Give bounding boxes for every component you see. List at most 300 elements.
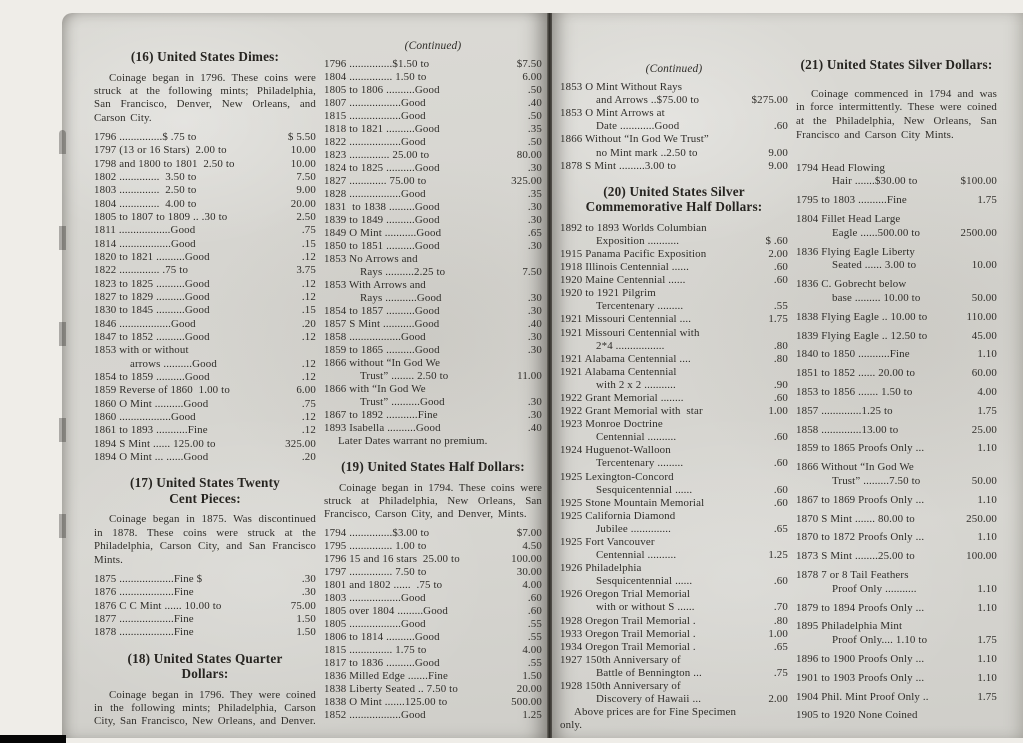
price-row-value: 9.00 [768, 159, 788, 172]
dimes-continued-price-list [324, 58, 542, 435]
price-row-value: .30 [527, 331, 542, 343]
price-row [94, 613, 316, 626]
price-row-value: 1.50 [296, 626, 316, 639]
price-row-label: 1853 O Mint Arrows at [560, 107, 665, 120]
price-row-value: .35 [527, 123, 542, 135]
price-row-label: 1805 to 1806 ..........Good [324, 84, 440, 96]
section-19-half-dollars-heading [328, 459, 538, 475]
price-row [560, 353, 788, 366]
price-row [94, 331, 316, 344]
section-16-dimes-heading [98, 49, 312, 65]
price-row [94, 184, 316, 197]
price-row [560, 300, 788, 313]
price-row [324, 110, 542, 123]
price-row-label: 1921 Alabama Centennial [560, 365, 677, 378]
price-row [94, 438, 316, 451]
price-row-value: .40 [527, 318, 542, 330]
price-row-label: 1860 O Mint ..........Good [94, 397, 209, 410]
price-row-label: 1934 Oregon Trail Memorial . [560, 640, 696, 653]
price-row-value: 10.00 [290, 157, 316, 170]
price-row-value: .75 [301, 224, 316, 237]
commemorative-fine-specimen-note [560, 706, 788, 732]
note-line: Later Dates warrant no premium. [338, 435, 488, 447]
price-row [560, 235, 788, 248]
price-row-value: .30 [527, 344, 542, 356]
price-row-value: .12 [301, 357, 316, 370]
price-row-label: 1836 C. Gobrecht below [796, 278, 907, 291]
price-row-value: 4.50 [522, 539, 542, 552]
price-row-label: 1814 ..................Good [94, 237, 196, 250]
price-row-label: 1847 to 1852 ..........Good [94, 331, 210, 344]
price-row-value: .12 [301, 371, 316, 384]
price-row-value: 500.00 [511, 695, 542, 708]
price-row-label: 1804 ............... 1.50 to [324, 71, 427, 83]
scanner-corner-mark [0, 735, 66, 743]
price-row-label: 1870 to 1872 Proofs Only ... [796, 531, 925, 544]
dimes-price-list [94, 131, 316, 465]
price-row-value: .12 [301, 331, 316, 344]
price-row [324, 644, 542, 657]
price-row [94, 264, 316, 277]
price-row [560, 261, 788, 274]
price-row [560, 536, 788, 549]
price-row-value: 110.00 [966, 310, 997, 323]
price-row-label: 1920 to 1921 Pilgrim [560, 287, 656, 300]
price-row-label: 1853 With Arrows and [324, 279, 426, 291]
price-row-label: 1870 S Mint ....... 80.00 to [796, 512, 915, 525]
price-row-label: Trust” .........7.50 to [832, 475, 921, 488]
price-row [560, 457, 788, 470]
price-row-label: 1838 O Mint .......125.00 to [324, 695, 448, 708]
price-row [324, 540, 542, 553]
price-row-label: 1818 to 1821 ..........Good [324, 123, 440, 135]
section-19-intro: Coinage began in 1794. These coins were struck at Philadelphia, New Orleans, San Francisco, Carson City, and Denver, Mints. [324, 481, 542, 520]
price-row-value: .55 [527, 630, 542, 643]
price-row-label: no Mint mark ..2.50 to [596, 146, 698, 159]
price-row-label: Hair .......$30.00 to [832, 175, 918, 188]
price-row [796, 367, 997, 381]
price-row-label: 1860 ..................Good [94, 411, 196, 424]
price-row [796, 691, 997, 705]
price-row [324, 318, 542, 331]
price-row [796, 602, 997, 616]
price-row-value: .12 [301, 424, 316, 437]
price-row-label: Exposition ........... [596, 234, 680, 247]
price-row [324, 266, 542, 279]
heading-line: (21) United States Silver Dollars: [800, 57, 993, 72]
price-row [796, 475, 997, 489]
price-row [324, 240, 542, 253]
price-row [560, 562, 788, 575]
price-row-value: .50 [527, 136, 542, 148]
price-row [324, 605, 542, 618]
price-row-label: 2*4 ................. [596, 339, 665, 352]
half-dollars-price-list [324, 527, 542, 722]
price-row-value: .15 [301, 237, 316, 250]
price-row-label: 1836 Flying Eagle Liberty [796, 245, 915, 258]
price-row-label: 1921 Missouri Centennial with [560, 326, 700, 339]
section-21-silver-dollars-heading [800, 57, 993, 73]
price-row [324, 305, 542, 318]
price-row-value: 6.00 [296, 384, 316, 397]
price-row-label: 1927 150th Anniversary of [560, 653, 681, 666]
price-row-label: Centennial .......... [596, 431, 677, 444]
price-row [560, 81, 788, 94]
section-17-intro: Coinage began in 1875. Was discontinued in 1878. These coins were struck at the Philadelphia, Carson City, and San Francisco Mints. [94, 513, 316, 566]
price-row-value: .80 [773, 614, 788, 627]
price-row-label: Trust” ..........Good [360, 396, 445, 408]
price-row-value: 250.00 [966, 512, 997, 525]
price-row [796, 330, 997, 344]
price-row-value: .60 [773, 496, 788, 509]
price-row [94, 384, 316, 397]
price-row-value: 10.00 [290, 144, 316, 157]
price-row-value: .60 [527, 591, 542, 604]
price-row [796, 424, 997, 438]
price-row-label: 1926 Philadelphia [560, 562, 642, 575]
price-row-label: 1875 ...................Fine $ [94, 572, 203, 585]
price-row-label: 1853 with or without [94, 344, 189, 357]
price-row [324, 657, 542, 670]
price-row-value: 25.00 [971, 423, 997, 436]
price-row-label: 1852 ..................Good [324, 708, 426, 721]
price-row-value: .30 [527, 305, 542, 317]
price-row [324, 214, 542, 227]
price-row [560, 248, 788, 261]
price-row-value: .60 [773, 431, 788, 444]
price-row-value: 1.10 [977, 493, 997, 506]
price-row-label: 1796 15 and 16 stars 25.00 to [324, 552, 460, 565]
price-row-value: 2.00 [768, 247, 788, 260]
price-row-value: .30 [527, 162, 542, 174]
price-row-value: .12 [301, 291, 316, 303]
price-row-label: arrows ..........Good [130, 357, 217, 370]
price-row-label: and Arrows ..$75.00 to [596, 94, 700, 107]
price-row-label: 1794 Head Flowing [796, 161, 886, 174]
price-row-value: 100.00 [966, 550, 997, 563]
price-row-label: base ......... 10.00 to [832, 292, 921, 305]
heading-line: (17) United States Twenty [130, 475, 280, 491]
price-row-label: 1876 C C Mint ...... 10.00 to [94, 599, 222, 612]
price-row-value: $ .60 [765, 234, 788, 247]
price-row [560, 327, 788, 340]
price-row-label: 1851 to 1852 ...... 20.00 to [796, 367, 916, 380]
price-row [796, 531, 997, 545]
price-row-label: Rays ...........Good [360, 292, 442, 304]
price-row [560, 628, 788, 641]
price-row-value: .60 [773, 391, 788, 404]
price-row-value: .30 [527, 409, 542, 421]
price-row [796, 386, 997, 400]
price-row-value: 1.00 [768, 627, 788, 640]
price-row-label: 1928 Oregon Trail Memorial . [560, 614, 696, 627]
price-row-label: Jubilee .............. [596, 522, 671, 535]
price-row-label: 1805 over 1804 .........Good [324, 604, 448, 617]
price-row-label: 1823 .............. 25.00 to [324, 149, 430, 161]
price-row-value: .50 [527, 84, 542, 96]
price-row-label: 1928 150th Anniversary of [560, 680, 681, 693]
price-row-value: .50 [527, 110, 542, 122]
price-row [324, 618, 542, 631]
price-row [324, 527, 542, 540]
price-row-value: .60 [773, 575, 788, 588]
price-row-label: 1877 ...................Fine [94, 612, 194, 625]
price-row [560, 601, 788, 614]
price-row [560, 313, 788, 326]
price-row-label: 1915 Panama Pacific Exposition [560, 247, 707, 260]
price-row-label: with 2 x 2 ........... [596, 378, 676, 391]
price-row [324, 396, 542, 409]
price-row-value: 11.00 [517, 370, 542, 382]
price-row [560, 274, 788, 287]
price-row-value: .90 [773, 378, 788, 391]
price-row [324, 709, 542, 722]
price-row [324, 383, 542, 396]
price-row [796, 246, 997, 260]
price-row-label: 1822 ..................Good [324, 136, 426, 148]
price-row-label: 1878 S Mint .........3.00 to [560, 159, 677, 172]
price-row-value: .80 [773, 352, 788, 365]
price-row-label: 1873 S Mint ........25.00 to [796, 550, 915, 563]
price-row-label: 1918 Illinois Centennial ...... [560, 261, 689, 274]
price-row-value: 1.10 [977, 671, 997, 684]
price-row-label: 1839 Flying Eagle .. 12.50 to [796, 329, 928, 342]
price-row-label: 1823 to 1825 ..........Good [94, 277, 210, 290]
price-row-label: 1828 ..................Good [324, 188, 426, 200]
price-row-label: 1815 ............... 1.75 to [324, 643, 427, 656]
price-row-label: 1866 Without “In God We [796, 461, 914, 474]
price-row-value: 1.75 [977, 690, 997, 703]
price-row [796, 513, 997, 527]
price-row-value: $ 5.50 [287, 130, 316, 143]
price-row-label: 1857 S Mint ...........Good [324, 318, 440, 330]
price-row [796, 583, 997, 597]
price-row-label: 1795 ............... 1.00 to [324, 539, 427, 552]
price-row [560, 366, 788, 379]
price-row-label: 1879 to 1894 Proofs Only ... [796, 601, 925, 614]
price-row-label: 1850 to 1851 ..........Good [324, 240, 440, 252]
price-row-label: 1878 7 or 8 Tail Feathers [796, 569, 909, 582]
half-dollars-continued-column [560, 13, 788, 738]
price-row-value: 4.00 [977, 386, 997, 399]
price-row-label: 1866 without “In God We [324, 357, 441, 369]
price-row-label: 1904 Phil. Mint Proof Only .. [796, 690, 929, 703]
price-row [560, 107, 788, 120]
price-row [560, 418, 788, 431]
price-row [796, 259, 997, 273]
price-row-label: 1854 to 1857 ..........Good [324, 305, 440, 317]
price-row-value: .30 [527, 240, 542, 252]
price-row-label: 1803 ..................Good [324, 591, 426, 604]
price-row [796, 569, 997, 583]
price-row [94, 424, 316, 437]
price-row-value: .40 [527, 422, 542, 434]
price-row [324, 84, 542, 97]
price-row-label: Tercentenary ......... [596, 457, 684, 470]
price-row [324, 553, 542, 566]
price-row-value: .60 [773, 261, 788, 274]
price-row-label: 1840 to 1850 ...........Fine [796, 348, 910, 361]
price-row [94, 291, 316, 304]
price-row-label: Tercentenary ......... [596, 300, 684, 313]
price-row-value: .60 [773, 483, 788, 496]
price-row-label: 1933 Oregon Trail Memorial . [560, 627, 696, 640]
price-row [560, 641, 788, 654]
price-row [94, 600, 316, 613]
price-row-label: 1854 to 1859 ..........Good [94, 371, 210, 384]
price-row [324, 253, 542, 266]
price-row-value: .55 [773, 300, 788, 313]
price-row-label: Centennial .......... [596, 549, 677, 562]
price-row [796, 175, 997, 189]
price-row [560, 510, 788, 523]
price-row [560, 222, 788, 235]
price-row-value: .65 [773, 640, 788, 653]
price-row-label: 1804 .............. 4.00 to [94, 197, 197, 210]
price-row-value: 2.00 [768, 693, 788, 706]
price-row-value: 3.75 [296, 264, 316, 277]
price-row [324, 292, 542, 305]
price-row [796, 405, 997, 419]
price-row [324, 175, 542, 188]
price-row [560, 120, 788, 133]
price-row-label: Battle of Bennington ... [596, 666, 702, 679]
dimes-continued-label: (Continued) [404, 40, 462, 52]
price-row-label: 1923 Monroe Doctrine [560, 418, 663, 431]
price-row-value: 325.00 [511, 175, 542, 187]
price-row [324, 201, 542, 214]
price-row-label: Sesquicentennial ...... [596, 575, 693, 588]
price-row-value: 4.00 [522, 643, 542, 656]
price-row [796, 620, 997, 634]
price-row-label: Date ............Good [596, 120, 680, 133]
price-row [324, 566, 542, 579]
price-row-label: 1866 Without “In God We Trust” [560, 133, 709, 146]
price-row-value: 30.00 [516, 565, 542, 578]
price-row-label: 1861 to 1893 ...........Fine [94, 424, 208, 437]
dimes-column [94, 13, 316, 738]
price-row [94, 278, 316, 291]
price-row-label: 1922 Grant Memorial with star [560, 405, 703, 418]
price-row-label: 1815 ..................Good [324, 110, 426, 122]
heading-line: Dollars: [181, 666, 229, 682]
price-row-value: 6.00 [522, 71, 542, 83]
price-row-value: 100.00 [511, 552, 542, 565]
price-row [560, 523, 788, 536]
half-dollars-continued-label: (Continued) [645, 63, 703, 75]
heading-line: (20) United States Silver [603, 183, 745, 199]
price-row-label: 1876 ...................Fine [94, 586, 194, 599]
price-row [796, 634, 997, 648]
price-row [560, 431, 788, 444]
price-row [560, 693, 788, 706]
price-row [560, 497, 788, 510]
price-row-value: .35 [527, 188, 542, 200]
price-row-value: 4.00 [522, 578, 542, 591]
price-row [796, 494, 997, 508]
price-row-label: Seated ...... 3.00 to [832, 259, 917, 272]
price-row-value: 9.00 [296, 184, 316, 197]
price-row-label: 1859 to 1865 Proofs Only ... [796, 442, 925, 455]
price-row [94, 411, 316, 424]
price-row [94, 144, 316, 157]
price-row [796, 550, 997, 564]
price-row-value: 1.10 [977, 582, 997, 595]
price-row-value: 2.50 [296, 210, 316, 223]
silver-dollars-price-list [796, 162, 997, 724]
price-row-label: 1802 .............. 3.50 to [94, 170, 197, 183]
price-row-label: 1859 Reverse of 1860 1.00 to [94, 384, 230, 397]
price-row-value: 1.10 [977, 653, 997, 665]
price-row [324, 149, 542, 162]
price-row-label: 1926 Oregon Trial Memorial [560, 588, 691, 601]
price-row [94, 398, 316, 411]
price-row [560, 405, 788, 418]
price-row-value: .30 [527, 292, 542, 304]
price-row [796, 442, 997, 456]
twenty-cent-price-list [94, 573, 316, 640]
price-row [94, 344, 316, 357]
price-row-label: 1878 ...................Fine [94, 626, 194, 639]
price-row-value: .65 [527, 227, 542, 239]
price-row-label: Proof Only.... 1.10 to [832, 634, 928, 647]
price-row [94, 371, 316, 384]
price-row [560, 340, 788, 353]
price-row [560, 575, 788, 588]
price-row-value: 1.50 [522, 669, 542, 682]
price-row-value: .12 [301, 277, 316, 290]
price-row-label: 1803 .............. 2.50 to [94, 184, 197, 197]
price-row-label: Trust” ........ 2.50 to [360, 370, 449, 382]
price-row [796, 278, 997, 292]
price-row [94, 131, 316, 144]
price-row [560, 160, 788, 173]
price-row-value: 1.10 [977, 348, 997, 361]
price-row-label: with or without S ...... [596, 601, 695, 614]
price-row-value: $7.00 [516, 526, 542, 539]
price-row-value: .75 [773, 666, 788, 679]
price-row [560, 484, 788, 497]
price-row-label: Proof Only ........... [832, 582, 917, 595]
price-row [324, 227, 542, 240]
price-row [560, 94, 788, 107]
section-17-twenty-cent-heading [98, 475, 312, 506]
price-row-value: 1.25 [768, 549, 788, 562]
price-row-label: 1853 to 1856 ....... 1.50 to [796, 386, 913, 399]
price-row [324, 409, 542, 422]
price-row-value: .30 [301, 572, 316, 585]
price-row-label: 1827 to 1829 ..........Good [94, 291, 210, 303]
price-row [560, 133, 788, 146]
price-row [94, 251, 316, 264]
note-line: Above prices are for Fine Specimen [574, 706, 737, 719]
price-row [324, 136, 542, 149]
price-row-label: 1853 O Mint Without Rays [560, 81, 683, 94]
price-row-value: 75.00 [290, 599, 316, 612]
price-row-label: 1894 O Mint ... ......Good [94, 451, 209, 464]
section-16-intro: Coinage began in 1796. These coins were struck at the following mints; Philadelphia, San Francisco, Denver, New Orleans, and Carson City. [94, 71, 316, 124]
price-row [560, 392, 788, 405]
price-row-value: 1.10 [977, 601, 997, 614]
price-row [560, 471, 788, 484]
dimes-later-dates-note [324, 435, 542, 448]
commemorative-price-list [560, 222, 788, 706]
price-row [324, 97, 542, 110]
price-row-label: 1820 to 1821 ..........Good [94, 250, 210, 263]
price-row-value: .12 [301, 250, 316, 263]
price-row-label: 1858 ..................Good [324, 331, 426, 343]
price-row-value: 50.00 [971, 292, 997, 305]
